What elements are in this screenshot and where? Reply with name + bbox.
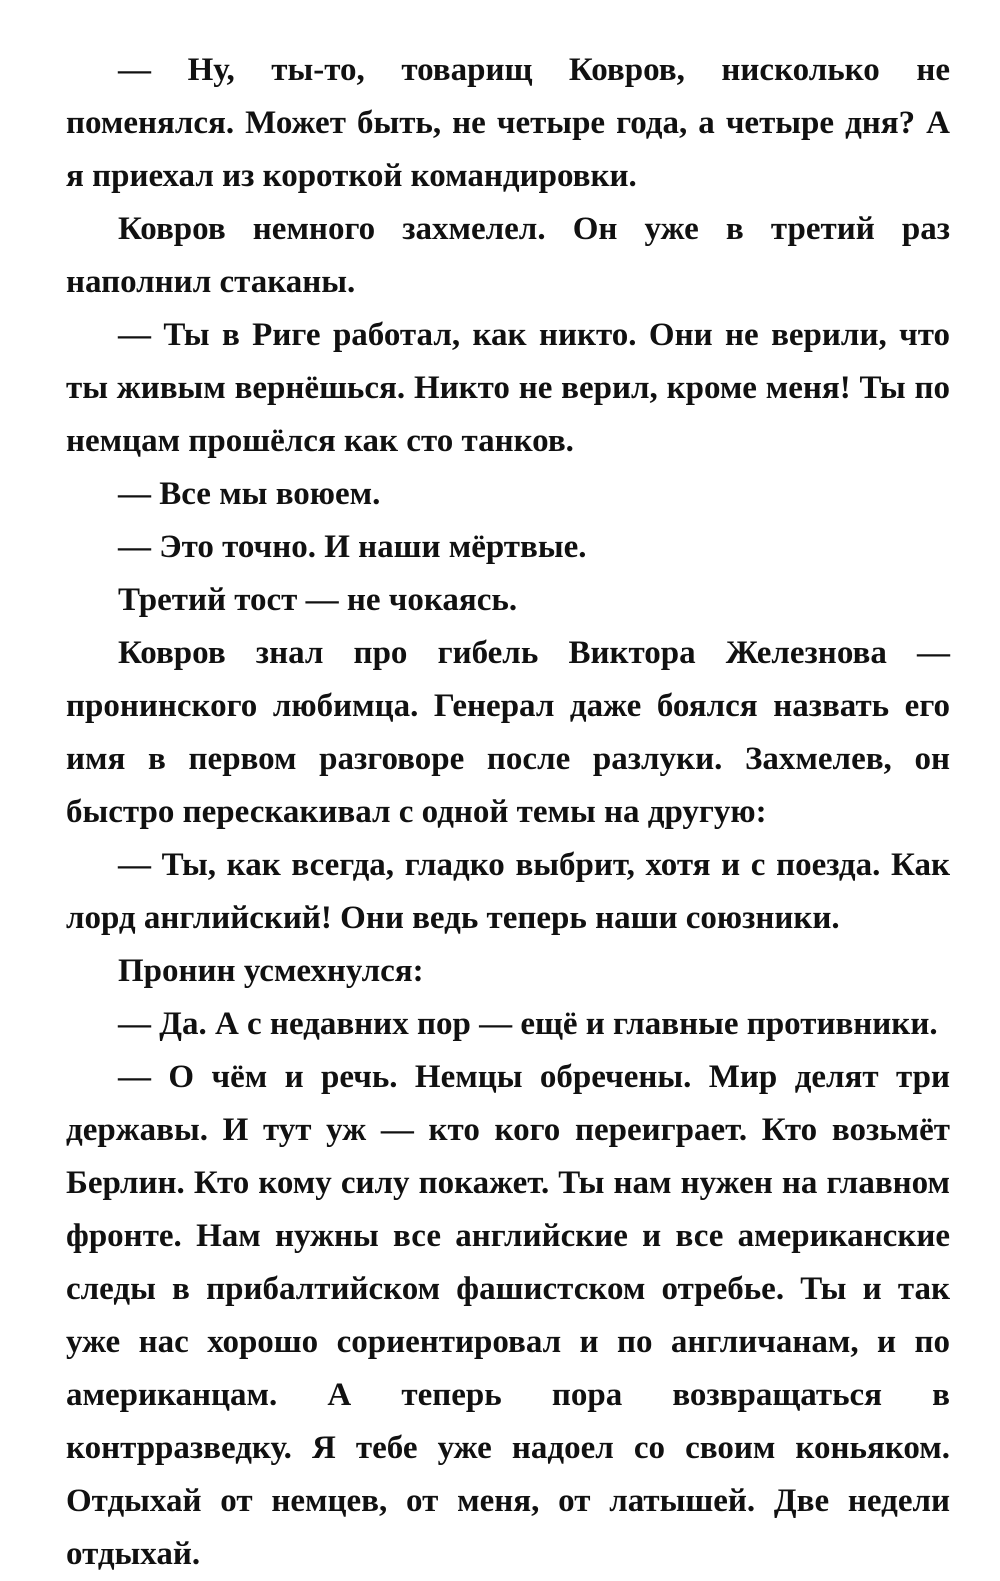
paragraph: Третий тост — не чокаясь. [118,582,518,618]
paragraph: Ковров немного захмелел. Он уже в третий раз наполнил стаканы. [66,211,950,300]
paragraph: — Ну, ты-то, товарищ Ковров, нисколько не поменялся. Может быть, не четыре года, а четыре дня? А я приехал из короткой командировки. [66,52,950,194]
paragraph: Пронин усмехнулся: [118,953,424,989]
paragraph: Ковров знал про гибель Виктора Железнова — пронинского любимца. Генерал даже боялся назвать его имя в первом разговоре после разлуки. Захмелев, он быстро перескакивал с одной темы на другую: [66,635,950,830]
paragraph: — Это точно. И наши мёртвые. [118,529,587,565]
paragraph: — Все мы воюем. [118,476,381,512]
paragraph: — Ты, как всегда, гладко выбрит, хотя и с поезда. Как лорд английский! Они ведь теперь наши союзники. [66,847,950,936]
paragraph: — Да. А с недавних пор — ещё и главные противники. [118,1006,938,1042]
paragraph: — О чём и речь. Немцы обречены. Мир делят три державы. И тут уж — кто кого переиграет. Кто возьмёт Берлин. Кто кому силу покажет. Ты нам нужен на главном фронте. Нам нужны все английские и все американские следы в прибалтийском фашистском отребье. Ты и так уже нас хорошо сориентировал и по англичанам, и по американцам. А теперь пора возвращаться в контрразведку. Я тебе уже надоел со своим коньяком. Отдыхай от немцев, от меня, от латышей. Две недели отдыхай. [66,1059,950,1572]
page-text [66,44,950,1581]
paragraph: — Ты в Риге работал, как никто. Они не верили, что ты живым вернёшься. Никто не верил, кроме меня! Ты по немцам прошёлся как сто танков. [66,317,950,459]
